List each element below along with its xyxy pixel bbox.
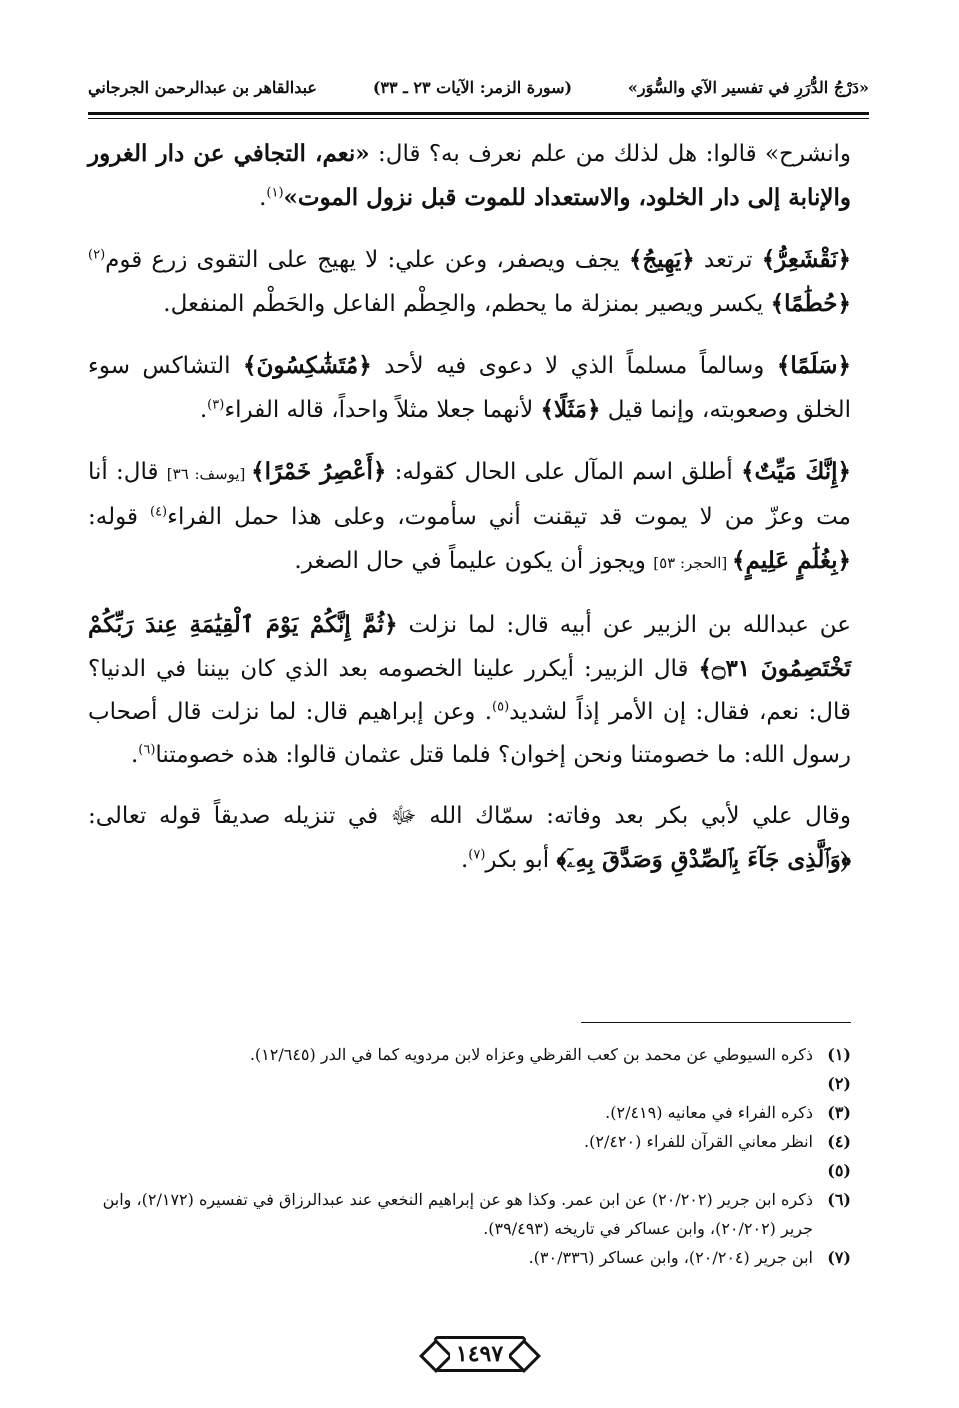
footnote-item [100,1185,851,1243]
footnote-text: ذكره ابن جرير (٢٠/٢٠٢) عن ابن عمر. وكذا هو عن إبراهيم النخعي عند عبدالرزاق في تفسيره (٢/١٧٢)، وابن جرير (٢٠/٢٠٢)، وابن عساكر في تاريخه (٣٩/٤٩٣). [102,1190,813,1238]
footnote-number: (٥) [827,1161,851,1180]
text-run: التشاكس سوء الخلق وصعوبته، وإنما قيل [88,353,851,423]
text-run: . [460,847,469,873]
footnote-item [100,1098,851,1127]
text-run: . [130,742,139,768]
footnote-ref[interactable]: (٦) [138,742,156,758]
quran-quote: ﴿مُتَشَٰكِسُونَ﴾ [243,352,372,379]
text-run: وسالماً مسلماً الذي لا دعوى فيه لأحد [371,353,777,379]
footnote-number: (٣) [827,1103,851,1122]
quran-quote: ﴿إِنَّكَ مَيِّتٌ﴾ [741,458,852,485]
text-run: . [199,397,208,423]
quran-quote: ﴿وَٱلَّذِى جَآءَ بِٱلصِّدْقِ وَصَدَّقَ بِهِۦٓ﴾ [556,846,851,873]
text-run: ويجوز أن يكون عليماً في حال الصغر. [294,548,654,574]
quran-quote: ﴿بِغُلَٰمٍ عَلِيمٍ﴾ [732,547,851,574]
footnote-text: ابن جرير (٢٠/٢٠٤)، وابن عساكر (٣٠/٣٣٦). [528,1248,813,1267]
verse-reference: [الحجر: ٥٣] [653,554,733,572]
footnote-item [100,1040,851,1069]
footnote-text: انظر معاني القرآن للفراء (٢/٤٢٠). [584,1132,813,1151]
footnote-ref[interactable]: (٣) [207,397,225,413]
header-rule-thin [88,118,869,119]
quran-quote: ﴿مَثَلًا﴾ [540,396,601,423]
footnote-item [100,1243,851,1272]
main-text [88,132,851,900]
footnote-ref[interactable]: (٤) [149,504,168,520]
verse-reference: [يوسف: ٣٦] [166,465,252,483]
page-header [88,72,869,102]
author-name: عبدالقاهر بن عبدالرحمن الجرجاني [88,77,317,97]
paragraph-5 [88,603,851,777]
paragraph-3 [88,344,851,432]
book-title: «دَرْجُ الدُّرَرِ في تفسير الآي والسُّوَر» [627,77,869,97]
text-run: قوله: [88,504,150,530]
footnote-ref[interactable]: (١) [266,185,284,201]
footnote-number: (٢) [827,1074,851,1093]
quran-quote: ﴿حُطَٰمًا﴾ [770,290,851,317]
footnote-number: (٤) [827,1132,851,1151]
footnote-ref[interactable]: (٧) [468,847,486,863]
footnote-item [100,1156,851,1185]
text-run: وانشرح» قالوا: هل لذلك من علم نعرف به؟ قال: [369,141,852,167]
footnote-ref[interactable]: (٢) [88,247,106,263]
hadith-quote: «نعم، التجافي عن دار الغرور والإنابة إلى دار الخلود، والاستعداد للموت قبل نزول الموت» [88,140,851,211]
text-run: يكسر ويصير بمنزلة ما يحطم، والحِطْم الفاعل والحَطْم المنفعل. [163,291,771,317]
page-number: ١٤٩٧ [450,1341,509,1367]
header-rule-thick [88,112,869,115]
quran-quote: ﴿نَقْشَعِرُّ﴾ [761,246,851,273]
footnote-item [100,1069,851,1098]
text-run: أطلق اسم المآل على الحال كقوله: [386,459,742,485]
text-run: . [259,185,267,211]
text-run: وقال علي لأبي بكر بعد وفاته: سمّاك الله ﷻ في تنزيله صديقاً قوله تعالى: [88,803,851,829]
quran-quote: ﴿سَلَمًا﴾ [776,352,851,379]
footnote-text: ذكره الفراء في معانيه (٢/٤١٩). [605,1103,813,1122]
text-run: أبو بكر [485,847,557,873]
text-run: ترتعد [694,247,762,273]
footnote-number: (١) [827,1045,851,1064]
quran-quote: ﴿يَهِيجُ﴾ [628,246,695,273]
text-run: قال: أنا مت وعزّ من لا يموت قد تيقنت أني سأموت، وعلى هذا حمل الفراء [88,459,851,530]
footnotes [100,1040,851,1272]
quran-quote: ﴿أَعْصِرُ خَمْرًا﴾ [251,458,387,485]
footnote-number: (٦) [827,1190,851,1209]
page-number-ornament [420,1330,540,1378]
paragraph-2 [88,238,851,326]
footnote-number: (٧) [827,1248,851,1267]
paragraph-4 [88,450,851,585]
text-run: . وعن إبراهيم قال: لما نزلت قال أصحاب رسول الله: ما خصومتنا ونحن إخوان؟ فلما قتل عثمان قالوا: هذه خصومتنا [88,699,851,768]
footnote-separator [581,1022,851,1023]
footnote-text: ذكره السيوطي عن محمد بن كعب القرظي وعزاه لابن مردويه كما في الدر (١٢/٦٤٥). [249,1045,813,1064]
surah-range: (سورة الزمر: الآيات ٢٣ ـ ٣٣) [372,77,573,97]
footnote-ref[interactable]: (٥) [492,699,510,715]
text-run: عن عبدالله بن الزبير عن أبيه قال: لما نزلت [397,612,851,638]
quran-quote: ﴿ثُمَّ إِنَّكُمْ يَوْمَ ٱلْقِيَٰمَةِ عِندَ رَبِّكُمْ تَخْتَصِمُونَ ۝٣١﴾ [88,611,851,682]
text-run: قال الزبير: أيكرر علينا الخصومه بعد الذي كان بيننا في الدنيا؟ قال: نعم، فقال: إن الأمر إذاً لشديد [88,656,851,725]
footnote-item [100,1127,851,1156]
paragraph-1 [88,132,851,220]
text-run: لأنهما جعلا مثلاً واحداً، قاله الفراء [224,397,541,423]
paragraph-6 [88,795,851,882]
text-run: يجف ويصفر، وعن علي: لا يهيج على التقوى زرع قوم [105,247,629,273]
